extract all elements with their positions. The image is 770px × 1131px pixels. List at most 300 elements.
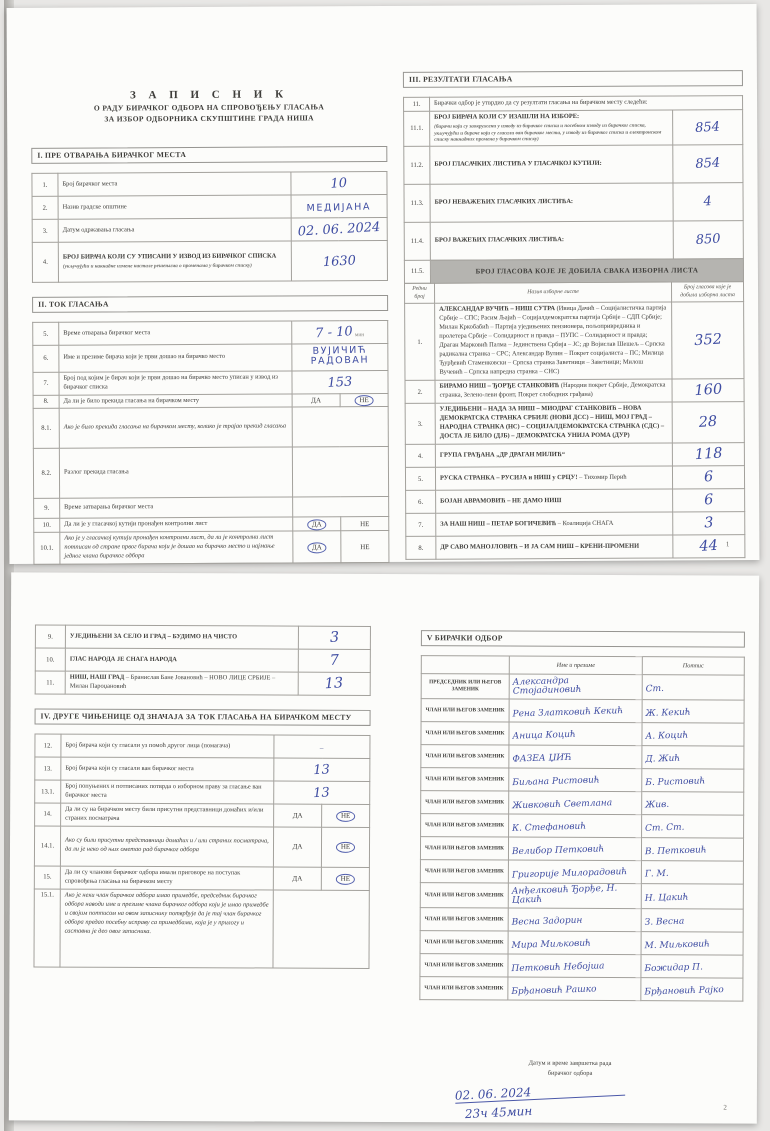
handwritten-signature: Д. Жић <box>645 753 681 765</box>
board-signature-cell <box>642 723 744 746</box>
handwritten-value: 4 <box>703 194 713 210</box>
list-detail: (Ивица Дачић – Социјалистичка партија Србије – СПС; Расим Љајић – Социјалдемократска партија Србије – СДП Србије; Милан Кркобабић – Партија уједињених пензионера, пољопривредника и пролетера Србије – Солидарност и правда – ПУПС – Солидарност и правда; Драган Марковић Палма – Јединствена Србија – ЈС; др Војислав Шешељ – Српска радикална странка – СРС; Александар Вулин – Покрет социјалиста – ПС; Милица Ђурђевић Стаменковски – Српска странка Заветници – Заветници; Милош Вучевић – Српска напредна странка – СНС) <box>439 304 667 376</box>
row-label-text: Назив градске општине <box>62 202 127 211</box>
results-row <box>405 302 744 381</box>
row-label <box>60 531 293 564</box>
handwritten-value: 7 - 10 <box>315 324 354 342</box>
row-label-text: Број бирача који су гласали уз помоћ другог лица (помагача) <box>65 741 231 749</box>
handwritten-value: 13 <box>313 762 331 779</box>
list-votes-cell <box>672 443 744 466</box>
board-row <box>420 977 743 1001</box>
handwritten-votes: 118 <box>694 445 723 464</box>
list-title: УЈЕДИЊЕНИ – НАДА ЗА НИШ – МИОДРАГ СТАНКОВИЋ – НОВА ДЕМОКРАТСКА СТРАНКА СРБИЈЕ (НОВИ ДСС) – НИШ, МОЈ ГРАД – НАРОДНА СТРАНКА (НС) – СОЦИЈАЛДЕМОКРАТСКА СТРАНКА (СДС) – ДОСТА ЈЕ БИЛО (ДЈБ) – ДЕМОКРАТСКА УНИЈА РОМА (ДУР) <box>439 404 665 440</box>
page1-number: 1 <box>725 540 730 549</box>
handwritten-value: МЕДИЈАНА <box>306 201 372 214</box>
row-number: 14. <box>35 803 61 826</box>
board-role: ЧЛАН ИЛИ ЊЕГОВ ЗАМЕНИК <box>420 860 508 883</box>
list-title: АЛЕКСАНДАР ВУЧИЋ – НИШ СУТРА <box>439 305 556 314</box>
row-value <box>293 497 389 518</box>
handwritten-value: 854 <box>694 119 721 136</box>
row-label-text: Време отварања бирачког места <box>63 328 151 337</box>
list-votes-cell <box>672 379 744 402</box>
board-row <box>421 699 744 723</box>
board-name-cell <box>508 977 641 1001</box>
handwritten-name: Григорије Милорадовић <box>511 867 628 881</box>
list-number: 10. <box>35 648 65 671</box>
board-row <box>420 954 743 978</box>
row-label-text: БРОЈ БИРАЧА КОЈИ СУ ИЗАШЛИ НА ИЗБОРЕ: <box>434 112 580 121</box>
option-ne <box>341 531 389 563</box>
da-text: ДА <box>292 843 303 852</box>
option-da <box>273 827 321 867</box>
form-row <box>404 258 743 283</box>
row-note: (укључујући и накнадне измене настале решењима о променама у бирачком списку) <box>62 262 252 270</box>
section-2-table <box>32 320 389 565</box>
row-number: 11.2. <box>404 146 430 184</box>
handwritten-name: Аница Коцић <box>512 729 576 742</box>
results-header-row <box>404 281 743 303</box>
row-number: 11.5. <box>404 260 430 283</box>
option-ne <box>321 827 369 867</box>
closing-label-line1: Датум и време завршетка рада <box>528 1059 612 1067</box>
row-label-text: Број попуњених и потписаних потврда о изборном праву за гласање ван бирачког места <box>65 782 262 799</box>
results-col-votes: Број гласова које је добила изборна листа <box>671 281 743 302</box>
form-row <box>33 447 388 499</box>
row-number: 4. <box>32 242 58 282</box>
handwritten-signature: Ст. <box>645 683 665 695</box>
form-row <box>33 370 388 395</box>
board-col-role <box>421 656 509 674</box>
board-row <box>420 908 743 932</box>
section-4-header: IV. ДРУГЕ ЧИЊЕНИЦЕ ОД ЗНАЧАЈА ЗА ТОК ГЛАСАЊА НА БИРАЧКОМ МЕСТУ <box>35 708 371 725</box>
list-name <box>435 466 672 490</box>
row-label <box>430 145 673 184</box>
option-da <box>274 804 322 827</box>
board-name-cell <box>509 674 642 700</box>
row-label <box>59 344 292 372</box>
row-value <box>673 220 743 258</box>
row-value <box>291 194 387 218</box>
board-row <box>420 931 743 955</box>
board-name-cell <box>509 814 642 838</box>
handwritten-value: 13 <box>313 785 331 802</box>
list-name <box>65 671 298 695</box>
form-row <box>32 217 387 242</box>
board-row <box>421 768 744 792</box>
option-ne <box>322 804 370 827</box>
row-label-text: Ако је у гласачкој кутији пронађен контролни лист, да ли је контролни лист потписан од стране првог бирача који је дошао на бирачко место и најмање једног члана бирачког одбора <box>64 534 275 561</box>
row-number: 8. <box>33 395 59 409</box>
section-2-header: II. ТОК ГЛАСАЊА <box>32 295 388 313</box>
board-signature-cell <box>641 955 743 978</box>
da-text: ДА <box>292 874 303 883</box>
list-title: ДР САВО МАНОЈЛОВИЋ – И ЈА САМ НИШ – КРЕНИ-ПРОМЕНИ <box>440 542 640 551</box>
board-signature-cell <box>642 700 744 723</box>
row-label <box>59 393 292 408</box>
row-number: 11. <box>404 97 430 111</box>
handwritten-name: Весна Задорин <box>511 915 583 928</box>
row-number: 5. <box>33 322 59 345</box>
board-row <box>421 674 744 700</box>
row-label <box>59 447 292 498</box>
form-row <box>35 734 370 758</box>
handwritten-name: Анђелковић Ђорђе, Н. Цакић <box>511 883 618 906</box>
row-value <box>673 110 743 145</box>
form-row <box>34 866 369 890</box>
list-number: 5. <box>405 467 435 490</box>
handwritten-name: Мира Миљковић <box>511 938 592 951</box>
board-role: ЧЛАН ИЛИ ЊЕГОВ ЗАМЕНИК <box>420 883 508 908</box>
list-name <box>435 402 672 444</box>
form-row <box>35 803 370 827</box>
board-signature-cell <box>642 769 744 792</box>
handwritten-votes: 7 <box>329 652 340 669</box>
board-signature-cell <box>642 792 744 815</box>
option-ne <box>321 867 369 890</box>
row-value <box>274 735 370 758</box>
row-number: 1. <box>32 173 58 196</box>
ne-text-circled: НЕ <box>354 395 373 406</box>
list-title: ГРУПА ГРАЂАНА „ДР ДРАГАН МИЛИЋ“ <box>439 450 566 459</box>
da-text-circled: ДА <box>307 542 327 553</box>
section-3-header: III. РЕЗУЛТАТИ ГЛАСАЊА <box>403 70 743 88</box>
handwritten-name: Петковић Небојша <box>511 961 605 975</box>
form-row <box>32 194 387 219</box>
board-name-cell <box>509 791 642 815</box>
row-value <box>292 320 388 344</box>
list-votes-cell <box>298 672 370 695</box>
row-label-text: Број бирачког места <box>62 179 118 188</box>
value-suffix: мин <box>354 332 365 339</box>
results-row <box>406 535 745 560</box>
row-value <box>292 407 388 448</box>
row-label-text: Да ли је у гласачкој кутији пронађен контролни лист <box>64 520 208 529</box>
form-row <box>404 182 743 222</box>
list-title: БОЈАН АВРАМОВИЋ – НЕ ДАМО НИШ <box>440 496 562 505</box>
closing-footer <box>455 1058 685 1122</box>
handwritten-signature: Н. Цакић <box>644 892 689 904</box>
board-header-row <box>421 656 744 675</box>
form-row <box>404 144 743 184</box>
row-value <box>291 171 387 195</box>
results-row <box>35 625 370 649</box>
list-number: 6. <box>406 490 436 513</box>
row-number: 11.1. <box>404 111 430 146</box>
votes-band-title: БРОЈ ГЛАСОВА КОЈЕ ЈЕ ДОБИЛА СВАКА ИЗБОРНА ЛИСТА <box>430 258 743 283</box>
list-number: 4. <box>405 444 435 467</box>
row-number: 6. <box>33 345 59 372</box>
board-signature-cell <box>641 884 743 909</box>
list-name <box>436 512 673 536</box>
page1-left-column <box>31 6 390 565</box>
row-label <box>60 866 273 890</box>
list-name <box>436 489 673 513</box>
row-value <box>292 370 388 394</box>
handwritten-signature: М. Миљковић <box>644 939 711 952</box>
ne-text-circled: НЕ <box>336 874 355 885</box>
list-number: 8. <box>406 536 436 559</box>
list-title: РУСКА СТРАНКА – РУСИЈА и НИШ у СРЦУ! <box>439 473 578 482</box>
row-number: 11.4. <box>404 222 430 260</box>
handwritten-votes: 6 <box>703 469 714 486</box>
row-number: 9. <box>34 499 60 519</box>
row-number: 12. <box>35 734 61 757</box>
form-row <box>35 757 370 781</box>
board-name-cell <box>508 908 641 932</box>
row-label-text: Ако су били присутни представници домаћих и / или страних посматрача, да ли је неко од њих ометао рад бирачког одбора <box>64 837 269 854</box>
board-name-cell <box>508 860 641 884</box>
handwritten-votes: 352 <box>693 331 723 350</box>
list-votes-cell <box>673 512 745 535</box>
results-row <box>406 512 745 537</box>
handwritten-value: 02. 06. 2024 <box>297 219 381 240</box>
board-role: ЧЛАН ИЛИ ЊЕГОВ ЗАМЕНИК <box>421 699 509 722</box>
list-name <box>436 535 673 559</box>
board-row <box>421 722 744 746</box>
list-name <box>435 443 672 467</box>
results-row <box>35 671 370 695</box>
handwritten-signature: Ст. Ст. <box>644 822 685 834</box>
row-label-text: БРОЈ БИРАЧА КОЈИ СУ УПИСАНИ У ИЗВОД ИЗ БИРАЧКОГ СПИСКА <box>62 252 277 261</box>
form-row <box>34 826 369 867</box>
form-row <box>34 889 369 968</box>
results-row <box>405 379 744 404</box>
da-text: ДА <box>292 811 303 820</box>
board-name-cell <box>508 883 641 909</box>
handwritten-value: 1630 <box>322 252 357 270</box>
row-number: 15. <box>34 866 60 889</box>
row-label <box>58 195 291 219</box>
board-row <box>421 745 744 769</box>
list-title: ЗА НАШ НИШ – ПЕТАР БОГИЧЕВИЋ <box>440 519 557 528</box>
handwritten-name: Рена Златковић Кекић <box>512 706 624 720</box>
row-label-text: Време затварања бирачког места <box>64 503 154 512</box>
results-col-name: Назив изборне листе <box>434 282 671 304</box>
handwritten-value: 153 <box>327 374 353 391</box>
handwritten-value: ВУЈИЧИЋ РАДОВАН <box>310 344 370 367</box>
board-name-cell <box>509 745 642 769</box>
handwritten-votes: 160 <box>693 381 723 400</box>
handwritten-signature: Ж. Кекић <box>645 707 691 719</box>
list-votes-cell <box>298 626 370 649</box>
row-number: 8.2. <box>33 449 59 499</box>
row-full-text: Бирачки одбор је утврдио да су резултати гласања на бирачком месту следећи: <box>430 96 743 112</box>
row-label <box>61 734 274 758</box>
list-votes-cell <box>672 466 744 489</box>
results-col-num: Редни број <box>404 283 434 304</box>
option-ne <box>340 393 388 407</box>
row-label <box>60 497 293 518</box>
row-label-text: Да ли су на бирачком месту били присутни представници домаћих и/или страних посматрача <box>65 805 264 822</box>
row-number: 10. <box>34 519 60 533</box>
handwritten-value: – <box>319 743 325 754</box>
board-row <box>420 860 743 884</box>
board-signature-cell <box>641 838 743 861</box>
protocol-page-1 <box>7 4 760 564</box>
list-number: 2. <box>405 380 435 403</box>
form-row <box>32 240 387 282</box>
form-row <box>404 220 743 260</box>
row-label <box>430 110 673 146</box>
board-name-cell <box>509 768 642 792</box>
form-row <box>33 343 388 371</box>
form-row <box>35 780 370 804</box>
closing-label-line2: бирачког одбора <box>547 1069 593 1077</box>
list-title: НИШ, НАШ ГРАД <box>69 673 125 681</box>
board-role: ЧЛАН ИЛИ ЊЕГОВ ЗАМЕНИК <box>421 745 509 768</box>
form-row <box>34 497 389 519</box>
row-label <box>430 221 673 260</box>
handwritten-name: Живковић Светлана <box>512 798 613 812</box>
list-votes-cell <box>298 649 370 672</box>
handwritten-votes: 3 <box>703 515 714 532</box>
row-label <box>430 183 673 222</box>
handwritten-name: К. Стефановић <box>511 821 587 834</box>
row-label-text: БРОЈ ГЛАСАЧКИХ ЛИСТИЋА У ГЛАСАЧКОЈ КУТИЈИ: <box>434 159 602 168</box>
title-line-3: ЗА ИЗБОР ОДБОРНИКА СКУПШТИНЕ ГРАДА НИША <box>104 113 314 124</box>
board-name-cell <box>508 837 641 861</box>
handwritten-signature: Божидар П. <box>644 962 704 975</box>
row-number: 2. <box>32 196 58 219</box>
board-signature-cell <box>641 978 743 1001</box>
list-number: 11. <box>35 671 65 694</box>
row-value <box>291 240 387 281</box>
board-role: ЧЛАН ИЛИ ЊЕГОВ ЗАМЕНИК <box>420 908 508 931</box>
list-number: 7. <box>406 513 436 536</box>
handwritten-name: ФАЗЕА ЏИЋ <box>512 752 573 765</box>
page2-right-column <box>385 574 745 1123</box>
list-number: 1. <box>405 304 435 381</box>
option-da <box>273 867 321 890</box>
form-row <box>32 171 387 196</box>
row-label <box>59 407 292 448</box>
board-role: ЧЛАН ИЛИ ЊЕГОВ ЗАМЕНИК <box>420 977 508 1000</box>
board-role: ЧЛАН ИЛИ ЊЕГОВ ЗАМЕНИК <box>421 768 509 791</box>
row-value <box>673 144 743 182</box>
row-label-text: Ако је неки члан бирачког одбора имао примедбе, председник бирачког одбора наводи име и презиме члана бирачког одбора који је имао примедбе и својим потписом на овом записнику потврђује да је тај члан бирачког одбора предао посебну исправу са примедбама, која је у прилогу и саставни је део овог записника. <box>64 891 269 935</box>
results-continuation-table <box>35 624 371 695</box>
row-label-text: Разлог прекида гласања <box>63 468 129 477</box>
form-row <box>33 320 388 345</box>
board-col-name: Име и презиме <box>509 656 642 675</box>
list-title: ГЛАС НАРОДА ЈЕ СНАГА НАРОДА <box>69 655 177 663</box>
board-role: ПРЕДСЕДНИК ИЛИ ЊЕГОВ ЗАМЕНИК <box>421 674 509 699</box>
row-label-text: БРОЈ НЕВАЖЕЋИХ ГЛАСАЧКИХ ЛИСТИЋА: <box>434 197 574 206</box>
list-votes-cell <box>672 402 744 443</box>
list-number: 3. <box>405 403 435 444</box>
handwritten-name: Велибор Петковић <box>511 844 605 858</box>
row-number: 11.3. <box>404 184 430 222</box>
handwritten-signature: Жив. <box>645 799 670 811</box>
row-number: 3. <box>32 219 58 242</box>
board-role: ЧЛАН ИЛИ ЊЕГОВ ЗАМЕНИК <box>421 722 509 745</box>
list-votes-cell <box>673 489 745 512</box>
row-number: 15.1. <box>34 889 60 967</box>
board-row <box>421 814 744 838</box>
handwritten-signature: З. Весна <box>644 916 685 928</box>
row-label-text: Број под којим је бирач који је први дошао на бирачко место уписан у извод из бирачког списка <box>63 373 278 391</box>
handwritten-votes: 13 <box>324 675 344 693</box>
form-row <box>34 531 389 565</box>
row-value <box>292 343 388 370</box>
option-ne <box>341 517 389 531</box>
handwritten-votes: 6 <box>703 492 714 509</box>
handwritten-closing-time: 23ч 45мин <box>464 1104 533 1122</box>
results-row <box>405 443 744 468</box>
board-role: ЧЛАН ИЛИ ЊЕГОВ ЗАМЕНИК <box>420 954 508 977</box>
handwritten-signature: А. Коцић <box>645 730 689 742</box>
list-name <box>435 379 672 403</box>
board-signature-cell <box>642 675 744 700</box>
list-name <box>65 648 298 672</box>
board-row <box>420 837 743 861</box>
title-line-2: О РАДУ БИРАЧКОГ ОДБОРА НА СПРОВОЂЕЊУ ГЛАСАЊА <box>93 102 325 113</box>
board-signature-cell <box>642 746 744 769</box>
handwritten-signature: В. Петковић <box>644 845 707 858</box>
section-1-table <box>31 171 388 283</box>
row-label <box>60 826 273 867</box>
ne-text: НЕ <box>360 542 370 552</box>
list-name <box>65 625 298 649</box>
handwritten-name: Биљана Ристовић <box>512 775 600 789</box>
form-row <box>33 407 388 449</box>
row-label-text: БРОЈ ВАЖЕЋИХ ГЛАСАЧКИХ ЛИСТИЋА: <box>434 235 565 244</box>
results-table <box>404 281 745 560</box>
list-detail: – Коалиција СНАГА <box>557 519 614 527</box>
ne-text-circled: НЕ <box>336 811 355 822</box>
row-value <box>292 447 388 498</box>
row-label-text: Датум одржавања гласања <box>62 225 135 234</box>
board-name-cell <box>509 722 642 746</box>
board-row <box>420 883 743 909</box>
row-number: 13. <box>35 757 61 780</box>
handwritten-closing-date: 02. 06. 2024 <box>455 1082 625 1104</box>
row-number: 8.1. <box>33 409 59 449</box>
page2-number: 2 <box>723 1103 727 1112</box>
row-value <box>273 890 369 968</box>
row-label <box>61 757 274 781</box>
row-label <box>61 803 274 827</box>
row-label <box>58 218 291 242</box>
document-title <box>31 88 387 124</box>
ne-text: НЕ <box>360 520 370 529</box>
results-row <box>405 466 744 491</box>
board-name-cell <box>508 931 641 955</box>
handwritten-signature: Б. Ристовић <box>645 776 706 789</box>
page2-left-column <box>33 572 371 1121</box>
row-label <box>58 241 291 282</box>
results-row <box>35 648 370 672</box>
section-3-table <box>403 95 744 284</box>
row-label <box>61 780 274 804</box>
row-value <box>274 758 370 781</box>
row-note: (бирачи који су заокружени у изводу из бирачког списка и посебном изводу из бирачког списка, укључујући и бираче који су гласали ван бирачког места, у изводу из бирачког списка и електронском списку накнадних промена у бирачком списку) <box>434 122 662 143</box>
list-name <box>435 302 672 380</box>
row-label-text: Број бирача који су гласали ван бирачког места <box>65 764 194 772</box>
row-label-text: Да ли је било прекида гласања на бирачком месту <box>63 396 200 405</box>
handwritten-votes: 44 <box>699 537 719 555</box>
board-signature-cell <box>642 815 744 838</box>
row-label-text: Име и презиме бирача који је први дошао на бирачко место <box>63 353 226 361</box>
row-label <box>59 370 292 394</box>
board-role: ЧЛАН ИЛИ ЊЕГОВ ЗАМЕНИК <box>421 814 509 837</box>
handwritten-value: 10 <box>330 175 348 192</box>
section-5-header: V БИРАЧКИ ОДБОР <box>421 630 745 647</box>
handwritten-value: 850 <box>695 231 722 249</box>
option-da <box>293 517 341 531</box>
list-detail: – Тихомир Перић <box>579 473 627 481</box>
list-title: БИРАМО НИШ – ЂОРЂЕ СТАНКОВИЋ <box>439 382 560 390</box>
